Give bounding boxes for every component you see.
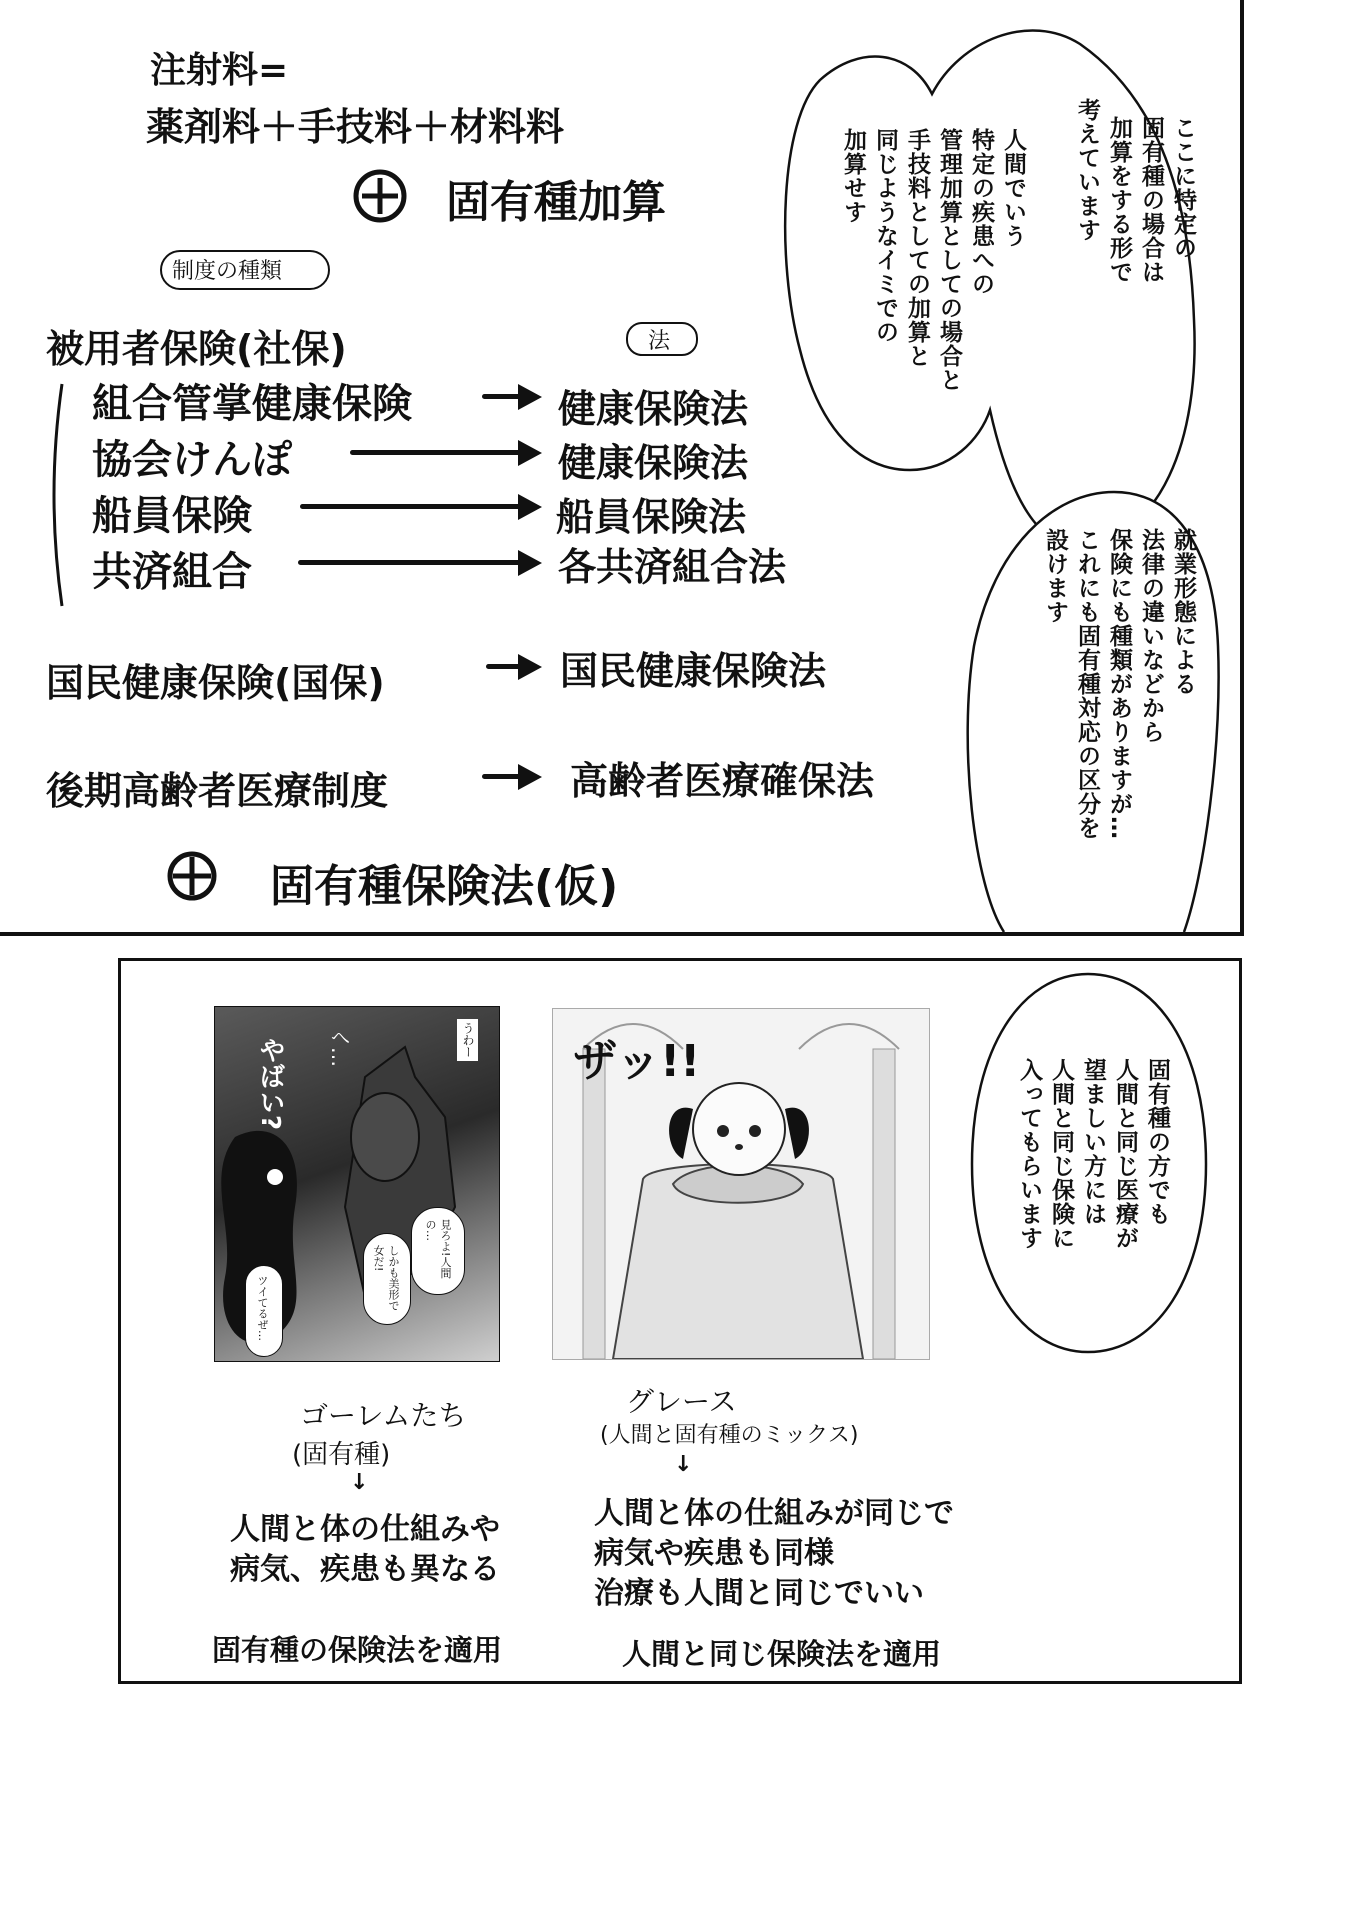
golem-sfx-he: へ… xyxy=(327,1027,351,1067)
golem-down-arrow: ↓ xyxy=(350,1470,369,1495)
arrow-head-2 xyxy=(518,494,542,520)
bubble1-col-0: ここに特定の xyxy=(1170,116,1196,260)
system-law-0: 健康保険法 xyxy=(558,387,749,431)
unique-species-addition: 固有種加算 xyxy=(446,177,666,228)
national-insurance-name: 国民健康保険(国保) xyxy=(46,661,385,705)
arrow-head-elderly xyxy=(518,764,542,790)
bubble1-col-1: 固有種の場合は xyxy=(1138,116,1164,284)
formula-line1: 注射料= xyxy=(150,50,289,91)
grace-sfx: ザッ!! xyxy=(573,1036,701,1087)
arrow-head-1 xyxy=(518,440,542,466)
bubble2-col-1: 特定の疾患への xyxy=(968,128,994,296)
bubble3-col-1: 法律の違いなどから xyxy=(1138,528,1164,744)
golem-desc-line1: 人間と体の仕組みや xyxy=(230,1512,500,1547)
system-law-3: 各共済組合法 xyxy=(558,545,787,589)
arrow-shaft-elderly xyxy=(482,774,522,779)
grace-result: 人間と同じ保険法を適用 xyxy=(622,1637,942,1671)
system-bracket xyxy=(40,380,70,610)
golem-sublabel: (固有種) xyxy=(292,1440,391,1470)
grace-label: グレース xyxy=(626,1385,737,1418)
arrow-head-3 xyxy=(518,550,542,576)
panel2-bubble-col-1: 人間と同じ医療が xyxy=(1112,1058,1138,1250)
bubble3-col-3: これにも固有種対応の区分を xyxy=(1074,528,1100,840)
grace-sublabel: (人間と固有種のミックス) xyxy=(600,1423,859,1448)
bubble3-col-4: 設けます xyxy=(1042,528,1068,624)
golem-sfx-yabai: やばい? xyxy=(255,1037,285,1131)
golem-illustration xyxy=(214,1006,500,1362)
grace-illustration xyxy=(552,1008,930,1360)
golem-result: 固有種の保険法を適用 xyxy=(212,1633,503,1667)
arrow-shaft-2 xyxy=(300,504,522,509)
system-name-3: 共済組合 xyxy=(92,549,252,595)
panel1-bottom-border xyxy=(0,932,1244,936)
bubble2-col-4: 同じようなイミでの xyxy=(872,128,898,344)
bubble2-col-3: 手技料としての加算と xyxy=(904,128,930,368)
arrow-shaft-national xyxy=(486,664,522,669)
system-name-0: 組合管掌健康保険 xyxy=(92,381,412,427)
grace-down-arrow: ↓ xyxy=(674,1452,693,1477)
law-label: 法 xyxy=(648,329,671,354)
employee-insurance-heading: 被用者保険(社保) xyxy=(46,327,347,371)
bubble3-col-2: 保険にも種類がありますが… xyxy=(1106,528,1132,840)
panel2-bubble-col-0: 固有種の方でも xyxy=(1144,1058,1170,1226)
national-insurance-law: 国民健康保険法 xyxy=(560,649,827,693)
panel2-bubble-col-4: 入ってもらいます xyxy=(1016,1058,1042,1250)
arrow-head-national xyxy=(518,654,542,680)
system-name-1: 協会けんぽ xyxy=(92,437,292,483)
bubble2-col-0: 人間でいう xyxy=(1000,128,1026,248)
system-type-label: 制度の種類 xyxy=(172,259,283,284)
plus-circle-icon-2 xyxy=(164,848,220,904)
formula-line2: 薬剤料＋手技料＋材料料 xyxy=(146,105,565,149)
golem-bubble-woman-text: しかも美形で女だ! xyxy=(372,1245,400,1311)
bubble2-col-2: 管理加算としての場合と xyxy=(936,128,962,392)
arrow-shaft-0 xyxy=(482,394,522,399)
grace-desc-line2: 病気や疾患も同様 xyxy=(594,1536,834,1571)
bubble3-col-0: 就業形態による xyxy=(1170,528,1196,696)
bubble1-col-2: 加算をする形で xyxy=(1106,116,1132,284)
elderly-system-name: 後期高齢者医療制度 xyxy=(46,769,389,813)
grace-desc-line3: 治療も人間と同じでいい xyxy=(594,1576,924,1611)
plus-circle-icon xyxy=(350,166,410,226)
golem-bubble-lucky-text: ツイてるぜ… xyxy=(256,1275,269,1341)
arrow-shaft-3 xyxy=(298,560,522,565)
arrow-head-0 xyxy=(518,384,542,410)
unique-species-insurance-law: 固有種保険法(仮) xyxy=(270,861,619,912)
bubble2-col-5: 加算せす xyxy=(840,128,866,224)
panel2-bubble-col-2: 望ましい方には xyxy=(1080,1058,1106,1226)
elderly-system-law: 高齢者医療確保法 xyxy=(570,759,875,803)
golem-desc-line2: 病気、疾患も異なる xyxy=(230,1552,500,1587)
speech-bubble-top xyxy=(780,0,1240,560)
system-law-1: 健康保険法 xyxy=(558,441,749,485)
panel2-bubble-col-3: 人間と同じ保険に xyxy=(1048,1058,1074,1250)
system-name-2: 船員保険 xyxy=(92,493,252,539)
bubble1-col-3: 考えています xyxy=(1074,98,1100,242)
arrow-shaft-1 xyxy=(350,450,522,455)
golem-bubble-look-text: 見ろよ!人間の… xyxy=(424,1219,452,1279)
panel1-right-border xyxy=(1240,0,1244,936)
golem-label: ゴーレムたち xyxy=(300,1399,467,1432)
golem-sfx-uwa: うわー xyxy=(457,1019,478,1061)
system-law-2: 船員保険法 xyxy=(556,495,747,539)
grace-desc-line1: 人間と体の仕組みが同じで xyxy=(594,1496,954,1531)
